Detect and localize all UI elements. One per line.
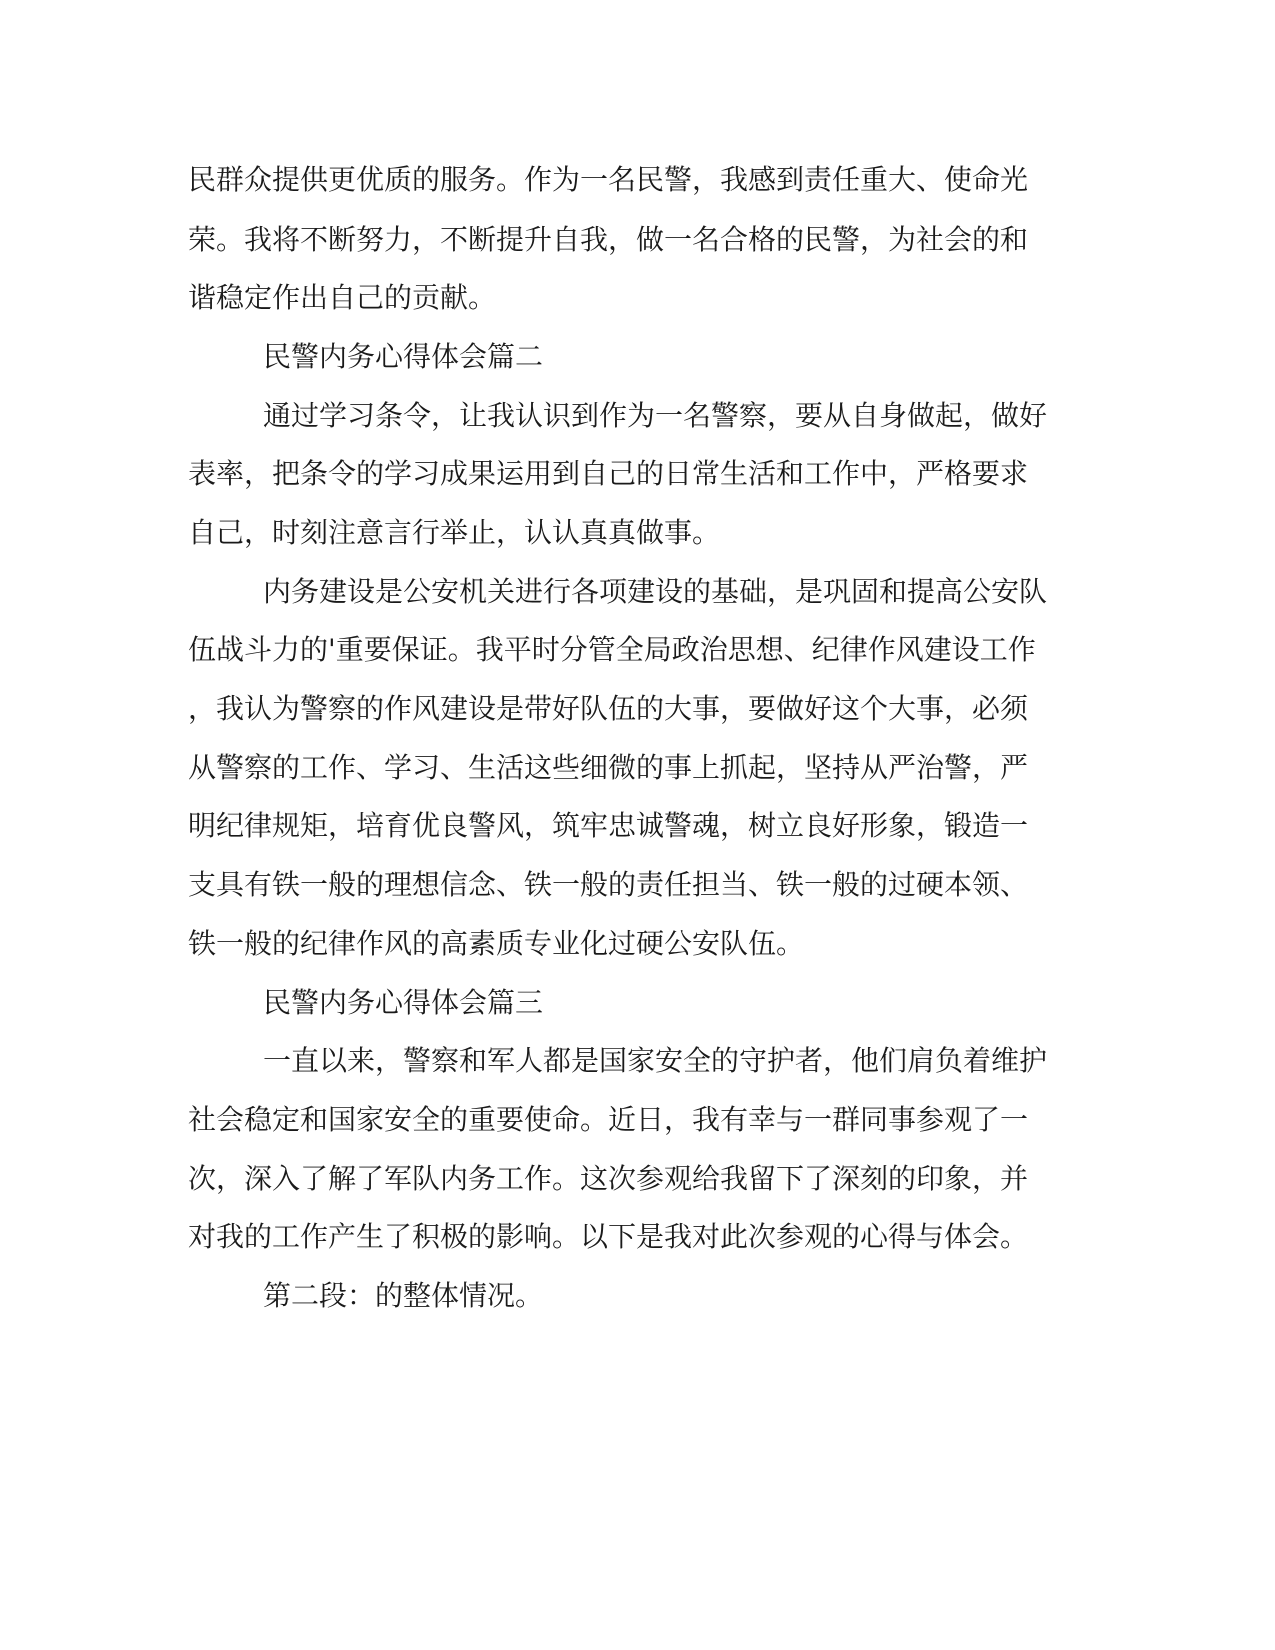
paragraph-line: 铁一般的纪律作风的高素质专业化过硬公安队伍。 (188, 927, 805, 960)
paragraph-line: 荣。我将不断努力，不断提升自我，做一名合格的民警，为社会的和 (188, 223, 1029, 256)
paragraph-line: ，我认为警察的作风建设是带好队伍的大事，要做好这个大事，必须 (188, 692, 1029, 725)
paragraph-line: 次，深入了解了军队内务工作。这次参观给我留下了深刻的印象，并 (188, 1162, 1029, 1195)
paragraph-line: 社会稳定和国家安全的重要使命。近日，我有幸与一群同事参观了一 (188, 1103, 1029, 1136)
paragraph-line: 通过学习条令，让我认识到作为一名警察，要从自身做起，做好 (263, 399, 1048, 432)
paragraph-line: 明纪律规矩，培育优良警风，筑牢忠诚警魂，树立良好形象，锻造一 (188, 809, 1029, 842)
paragraph-line: 支具有铁一般的理想信念、铁一般的责任担当、铁一般的过硬本领、 (188, 868, 1029, 901)
paragraph-line: 伍战斗力的'重要保证。我平时分管全局政治思想、纪律作风建设工作 (188, 633, 1036, 666)
paragraph-line: 谐稳定作出自己的贡献。 (188, 281, 497, 314)
paragraph-line: 民群众提供更优质的服务。作为一名民警，我感到责任重大、使命光 (188, 163, 1029, 196)
paragraph-line: 从警察的工作、学习、生活这些细微的事上抓起，坚持从严治警，严 (188, 751, 1029, 784)
paragraph-line: 表率，把条令的学习成果运用到自己的日常生活和工作中，严格要求 (188, 457, 1029, 490)
paragraph-line: 内务建设是公安机关进行各项建设的基础，是巩固和提高公安队 (263, 575, 1048, 608)
paragraph-line: 对我的工作产生了积极的影响。以下是我对此次参观的心得与体会。 (188, 1220, 1029, 1253)
paragraph-line: 自己，时刻注意言行举止，认认真真做事。 (188, 516, 721, 549)
paragraph-line: 第二段：的整体情况。 (263, 1279, 544, 1312)
paragraph-line: 一直以来，警察和军人都是国家安全的守护者，他们肩负着维护 (263, 1044, 1048, 1077)
section-heading-3: 民警内务心得体会篇三 (263, 986, 544, 1019)
section-heading-2: 民警内务心得体会篇二 (263, 340, 544, 373)
